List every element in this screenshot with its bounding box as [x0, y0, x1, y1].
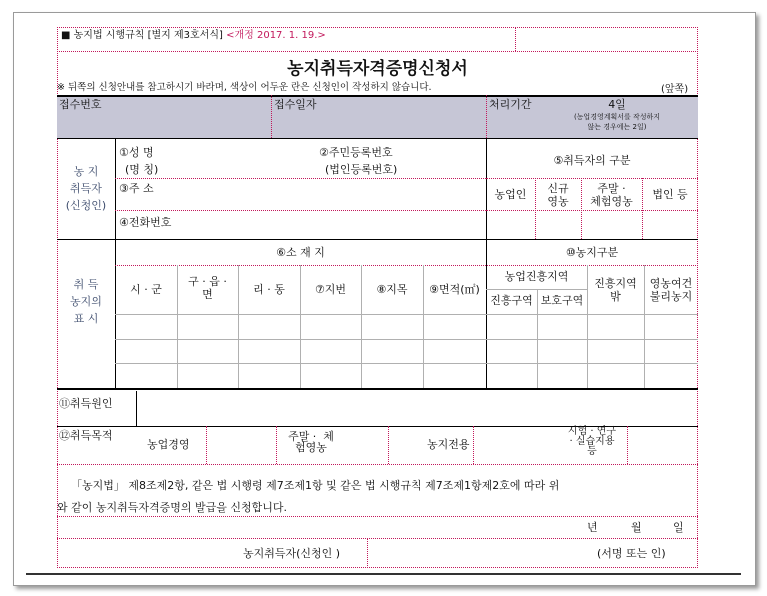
- protect-zone-label: 보호구역: [540, 294, 584, 307]
- header-divider: [515, 27, 516, 51]
- promo-zone-label: 진흥구역: [490, 294, 533, 307]
- name-sublabel: (명 칭): [125, 163, 159, 176]
- period-label: 처리기간: [489, 98, 532, 111]
- purpose-col-4: [473, 426, 474, 464]
- receipt-date-label: 접수일자: [274, 98, 317, 111]
- header-rule: [57, 51, 698, 52]
- land-row-rule-1: [115, 314, 698, 315]
- phone-label: ④전화번호: [119, 216, 172, 229]
- purpose-research: 시험 · 연구 · 실습지용 등: [567, 426, 617, 457]
- purpose-farming: 농업경영: [147, 438, 190, 451]
- purpose-col-3: [388, 426, 389, 464]
- signature-divider: [367, 538, 368, 568]
- receipt-divider-2: [486, 95, 487, 138]
- applicant-label-line1: 농 지: [73, 165, 99, 178]
- land-label-line2: 농지의: [70, 295, 102, 308]
- top-border: [57, 27, 698, 28]
- promo-area-label: 농업진흥지역: [504, 270, 569, 283]
- col-land-category: ⑧지목: [376, 283, 408, 296]
- cause-divider: [136, 391, 137, 426]
- land-section-label: [57, 276, 115, 327]
- purpose-col-1: [206, 426, 207, 464]
- purpose-label: ⑫취득목적: [59, 429, 113, 442]
- class-label: ⑩농지구분: [565, 246, 619, 259]
- applicant-bottom-rule: [57, 239, 698, 240]
- period-value: 4일: [608, 98, 626, 111]
- purpose-col-5: [627, 426, 628, 464]
- land-row-rule-3: [115, 363, 698, 364]
- small-farm-label: 영농여건 불리농지: [649, 277, 693, 303]
- applicant-label-line2: 취득자: [70, 182, 102, 195]
- type-farmer: 농업인: [494, 188, 527, 201]
- col-city-county: 시 · 군: [130, 283, 162, 296]
- receipt-no-label: 접수번호: [59, 98, 102, 111]
- promo-sub-rule: [486, 289, 587, 290]
- land-row-rule-2: [115, 339, 698, 340]
- period-note-1: (농업경영계획서를 작성하지: [573, 113, 661, 121]
- type-rule-2: [486, 210, 698, 211]
- col-lot-number: ⑦지번: [314, 283, 347, 296]
- land-label-line3: 표 시: [73, 312, 99, 325]
- purpose-rule: [57, 464, 698, 465]
- applicant-divider: [115, 138, 116, 239]
- col-area: ⑨면적(㎡): [429, 283, 480, 296]
- receipt-top-rule: [57, 95, 698, 97]
- revision-text: <개정 2017. 1. 19.>: [226, 30, 326, 41]
- page-footer-rule: [26, 573, 741, 575]
- applicant-type-label: ⑤취득자의 구분: [553, 154, 631, 167]
- date-day: 일: [673, 521, 684, 534]
- type-corporation: 법인 등: [652, 188, 688, 201]
- applicant-row-rule-1: [115, 178, 486, 179]
- receipt-divider-1: [271, 95, 272, 138]
- name-label: ①성 명: [119, 146, 154, 159]
- type-weekend: 주말 · 체험영농: [590, 182, 633, 208]
- date-month: 월: [631, 521, 642, 534]
- applicant-label-line3: (신청인): [65, 199, 107, 212]
- outside-promo-label: 진흥지역 밖: [594, 277, 637, 303]
- address-label: ③주 소: [119, 182, 154, 195]
- col-ri-dong: 리 · 동: [253, 283, 285, 296]
- purpose-weekend: 주말 · 체 험영농: [288, 430, 334, 454]
- land-label-line1: 취 득: [73, 278, 99, 291]
- side-label: (앞쪽): [661, 84, 689, 95]
- col-gu-eup-myeon: 구 · 읍 · 면: [188, 275, 227, 301]
- location-label: ⑥소 재 지: [276, 246, 325, 259]
- type-new-farmer: 신규 영농: [547, 182, 569, 208]
- date-year: 년: [587, 521, 598, 534]
- application-form: [57, 27, 698, 568]
- cause-label: ⑪취득원인: [59, 397, 113, 410]
- statement-line-2: 와 같이 농지취득자격증명의 발급을 신청합니다.: [57, 501, 288, 514]
- period-note-2: 않는 경우에는 2일): [587, 123, 647, 131]
- notice-text: ※ 뒤쪽의 신청안내를 참고하시기 바라며, 색상이 어두운 란은 신청인이 작성하지 않습니다.: [57, 82, 432, 93]
- signature-label: 농지취득자(신청인 ): [243, 547, 341, 560]
- land-bottom-rule: [57, 388, 698, 390]
- law-reference: [61, 29, 326, 42]
- land-header-rule: [115, 265, 698, 266]
- purpose-conversion: 농지전용: [427, 438, 470, 451]
- law-ref-text: ■ 농지법 시행규칙 [별지 제3호서식]: [61, 30, 227, 41]
- type-rule-1: [486, 178, 698, 179]
- statement-line-1: 「농지법」 제8조제2항, 같은 법 시행령 제7조제1항 및 같은 법 시행규칙 제7조제1항제2호에 따라 위: [71, 479, 560, 492]
- applicant-row-rule-2: [115, 210, 486, 211]
- date-rule: [57, 538, 698, 539]
- reg-no-label: ②주민등록번호: [319, 146, 393, 159]
- bottom-border: [57, 567, 698, 568]
- applicant-section-label: [57, 163, 115, 214]
- signature-sign: (서명 또는 인): [597, 547, 666, 560]
- statement-rule: [57, 516, 698, 517]
- receipt-bottom-rule: [57, 138, 698, 139]
- corp-reg-no-label: (법인등록번호): [325, 163, 398, 176]
- page-title: 농지취득자격증명신청서: [287, 59, 468, 79]
